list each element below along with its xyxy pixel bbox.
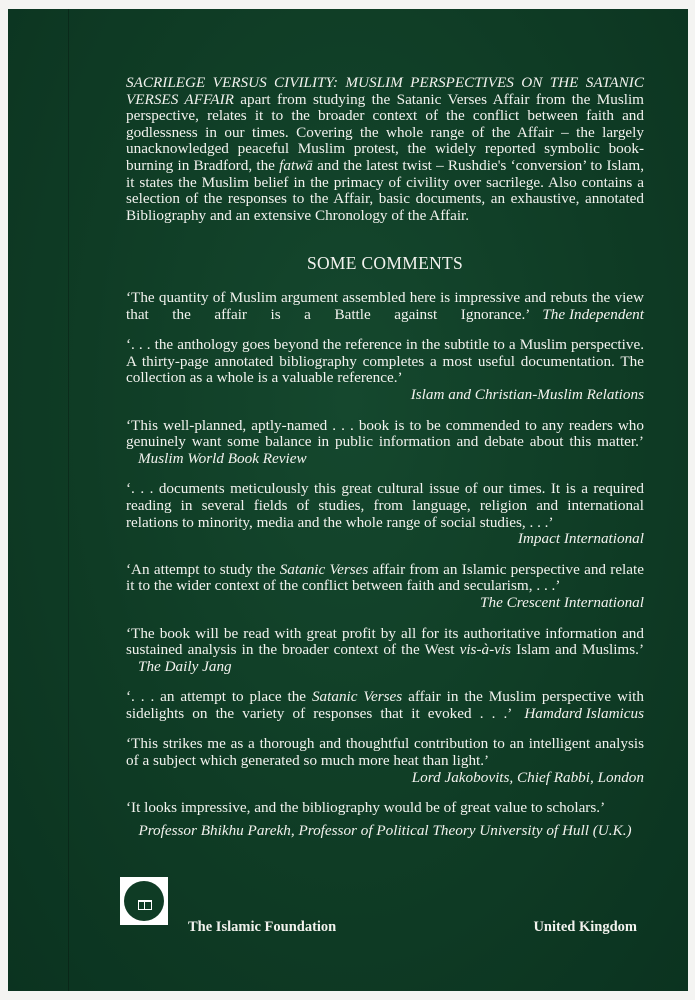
back-cover (8, 9, 688, 991)
review-source: Professor Bhikhu Parekh, Professor of Political Theory University of Hull (U.K.) (138, 821, 632, 839)
book-in-circle-icon (124, 881, 164, 921)
review-quote (126, 689, 644, 722)
quote-italic: Satanic Verses (279, 560, 369, 578)
publisher-name: The Islamic Foundation (188, 919, 337, 935)
review-quote (126, 337, 644, 403)
review-source: Hamdard Islamicus (524, 704, 644, 722)
quote-text: Islam and Muslims.’ (511, 641, 644, 659)
review-quote (126, 800, 644, 839)
comments-list (126, 290, 644, 853)
blurb-text: apart from studying the Satanic Verses Affair from the Muslim perspective, relates it to the broader context of the conflict between faith and godlessness in our times. Covering the whole range of the Affair – the largely unacknowledged peaceful Muslim protest, the widely reported symbolic book-burning in Bradford, the (126, 90, 644, 174)
quote-italic: Satanic Verses (311, 688, 403, 706)
review-quote (126, 481, 644, 547)
review-quote (126, 562, 644, 612)
review-source: Lord Jakobovits, Chief Rabbi, London (411, 768, 644, 786)
review-quote (126, 626, 644, 676)
quote-text: ‘. . . an attempt to place the (126, 688, 312, 706)
review-source: Impact International (517, 530, 644, 548)
quote-text: ‘This strikes me as a thorough and thoughtful contribution to an intelligent analysis of a subject which generated so much more heat than light.’ (126, 735, 644, 770)
blurb-text: and the latest twist – Rushdie's ‘conversion’ to Islam, it states the Muslim belief in the primacy of civility over sacrilege. Also contains a selection of the responses to the Affair, basic documents, an exhaustive, annotated Bibliography and an extensive Chronology of the Affair. (126, 156, 644, 224)
publisher-country: United Kingdom (533, 919, 637, 935)
quote-text: affair in the Muslim perspective with sidelights on the variety of responses that it evoked . . .’ (126, 688, 644, 722)
quote-text: affair from an Islamic perspective and relate it to the wider context of the conflict between faith and secularism, . . .’ (126, 560, 644, 595)
comments-heading: SOME COMMENTS (306, 253, 464, 273)
quote-text: ‘The book will be read with great profit by all for its authoritative information and sustained analysis in the broader context of the West (126, 624, 644, 659)
review-source: The Independent (542, 305, 644, 323)
review-quote (126, 290, 644, 323)
quote-text: ‘An attempt to study the (126, 560, 280, 578)
spine-crease (68, 9, 69, 991)
quote-text: ‘The quantity of Muslim argument assembled here is impressive and rebuts the view that the affair is a Battle against Ignorance.’ (126, 289, 644, 323)
book-title: SACRILEGE VERSUS CIVILITY: MUSLIM PERSPECTIVES ON THE SATANIC VERSES AFFAIR (126, 74, 644, 108)
blurb (126, 75, 644, 224)
quote-text: ‘. . . documents meticulously this great cultural issue of our times. It is a required reading in several fields of studies, from language, religion and international relations to minority, media and the whole range of social studies, . . .’ (126, 480, 644, 531)
quote-text: ‘. . . the anthology goes beyond the reference in the subtitle to a Muslim perspective. A thirty-page annotated bibliography completes a most useful documentation. The collection as a whole is a valuable reference.’ (126, 336, 644, 387)
review-quote (126, 418, 644, 468)
review-source: Islam and Christian-Muslim Relations (410, 385, 644, 403)
quote-italic: vis-à-vis (459, 641, 512, 659)
review-quote (126, 736, 644, 786)
blurb-term: fatwā (279, 156, 313, 174)
publisher-logo (120, 877, 168, 925)
review-source: The Crescent International (480, 593, 644, 611)
quote-text: ‘This well-planned, aptly-named . . . book is to be commended to any readers who genuinely want some balance in public information and debate about this matter.’ (126, 416, 644, 451)
quote-text: ‘It looks impressive, and the bibliography would be of great value to scholars.’ (126, 799, 606, 817)
review-source: Muslim World Book Review (138, 449, 307, 467)
review-source: The Daily Jang (138, 657, 232, 675)
